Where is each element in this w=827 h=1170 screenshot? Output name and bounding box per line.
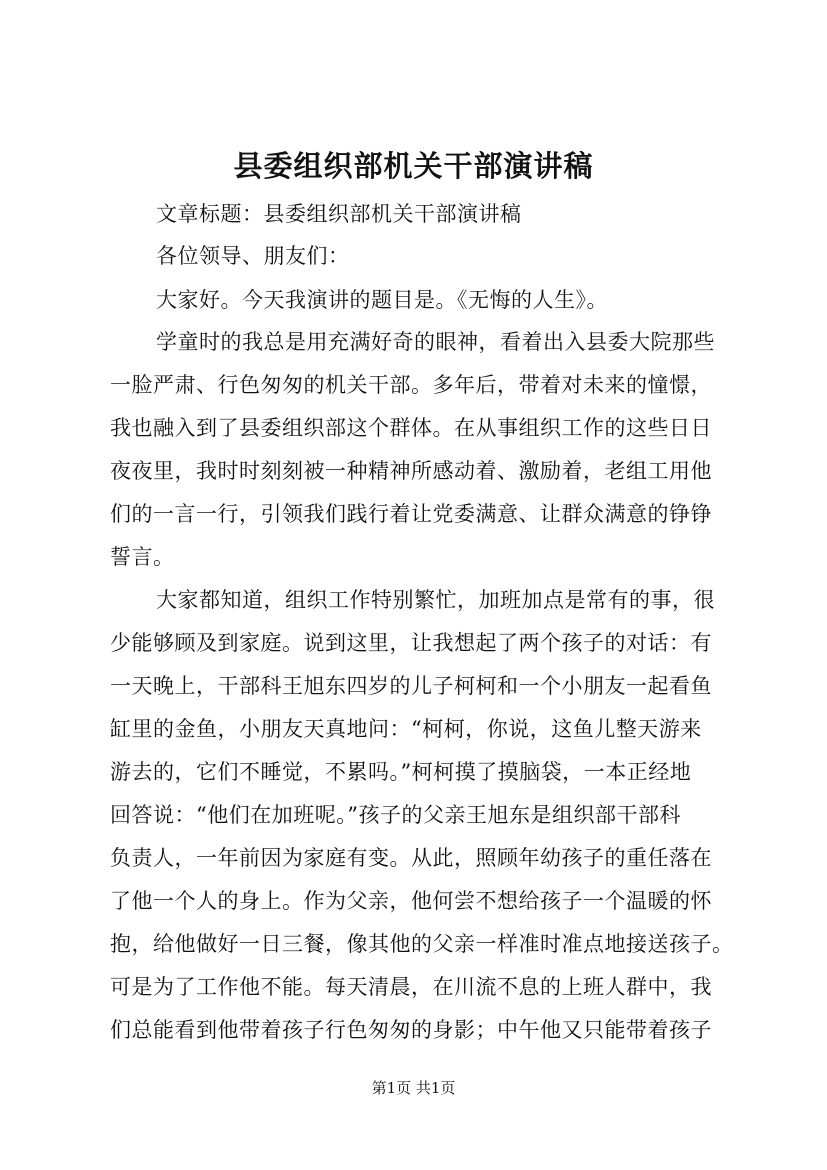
paragraph-line: 们总能看到他带着孩子行色匆匆的身影；中午他又只能带着孩子 [110, 1018, 712, 1042]
paragraph-line: 负责人，一年前因为家庭有变。从此，照顾年幼孩子的重任落在 [110, 846, 712, 870]
article-title-line: 文章标题：县委组织部机关干部演讲稿 [156, 202, 522, 226]
paragraph-line: 我也融入到了县委组织部这个群体。在从事组织工作的这些日日 [110, 416, 712, 440]
paragraph-line: 可是为了工作他不能。每天清晨，在川流不息的上班人群中，我 [110, 975, 712, 999]
paragraph-line: 们的一言一行，引领我们践行着让党委满意、让群众满意的铮铮 [110, 502, 712, 526]
paragraph-line: 了他一个人的身上。作为父亲，他何尝不想给孩子一个温暖的怀 [110, 889, 712, 913]
paragraph-line: 一脸严肃、行色匆匆的机关干部。多年后，带着对未来的憧憬， [110, 373, 712, 397]
paragraph-line: 抱，给他做好一日三餐，像其他的父亲一样准时准点地接送孩子。 [110, 932, 734, 956]
greeting-line: 大家好。今天我演讲的题目是。《无悔的人生》。 [156, 288, 608, 312]
paragraph-line: 大家都知道，组织工作特别繁忙，加班加点是常有的事，很 [156, 588, 715, 612]
paragraph-line: 一天晚上，干部科王旭东四岁的儿子柯柯和一个小朋友一起看鱼 [110, 674, 712, 698]
page-number-footer: 第1页 共1页 [371, 1079, 456, 1097]
paragraph-line: 少能够顾及到家庭。说到这里，让我想起了两个孩子的对话：有 [110, 631, 712, 655]
salutation-line: 各位领导、朋友们： [156, 244, 350, 268]
paragraph-line: 游去的，它们不睡觉，不累吗。”柯柯摸了摸脑袋，一本正经地 [110, 760, 692, 784]
paragraph-line: 缸里的金鱼，小朋友天真地问：“柯柯，你说，这鱼儿整天游来 [110, 717, 702, 741]
document-title: 县委组织部机关干部演讲稿 [233, 149, 594, 183]
paragraph-line: 夜夜里，我时时刻刻被一种精神所感动着、激励着，老组工用他 [110, 459, 712, 483]
paragraph-line: 誓言。 [110, 545, 175, 569]
paragraph-line: 回答说：“他们在加班呢。”孩子的父亲王旭东是组织部干部科 [110, 803, 681, 827]
paragraph-line: 学童时的我总是用充满好奇的眼神，看着出入县委大院那些 [156, 330, 715, 354]
